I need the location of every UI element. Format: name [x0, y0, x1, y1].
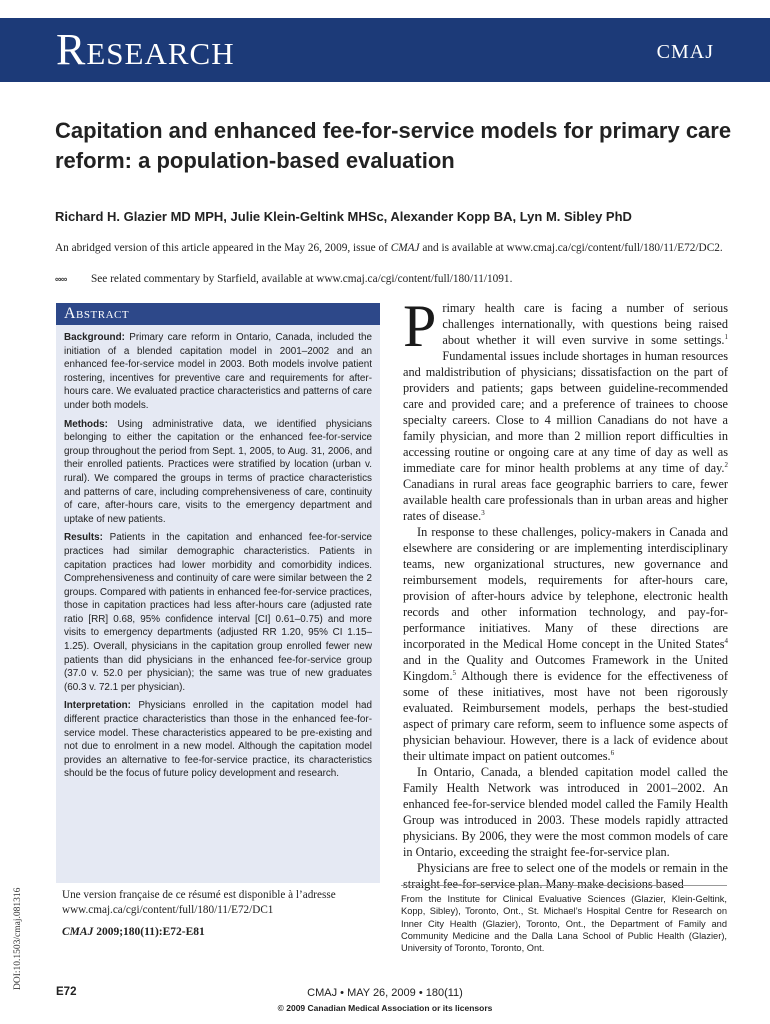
- abstract-background-label: Background:: [64, 332, 125, 343]
- author-list: Richard H. Glazier MD MPH, Julie Klein-Geltink MHSc, Alexander Kopp BA, Lyn M. Sibley PhD: [55, 209, 632, 224]
- citation-ref: 2009;180(11):E72-E81: [93, 926, 205, 938]
- body-text: In response to these challenges, policy-makers in Canada and elsewhere are considering or are implementing interdisciplinary teams, new organizational structures, new governance and reimbursement models, requirements for after-hours care, provision of after-hours advice by telephone, electronic health records and other information technology, and pay-for-performance initiatives. Many of these directions are incorporated in the Medical Home concept in the United States: [403, 525, 728, 651]
- section-title: Research: [56, 25, 235, 74]
- abstract-methods: [64, 418, 372, 527]
- body-text: Physicians are free to select one of the models or remain in the straight fee-for-service plan. Many make decisions based: [403, 861, 728, 891]
- affiliations-divider: [401, 885, 727, 886]
- abstract-results: [64, 531, 372, 694]
- reference-number[interactable]: 2: [724, 460, 728, 469]
- related-commentary-text[interactable]: See related commentary by Starfield, available at www.cmaj.ca/cgi/content/full/180/11/1091.: [91, 273, 513, 285]
- abstract-body: [56, 325, 380, 781]
- abstract-heading: Abstract: [56, 303, 380, 325]
- citation: [62, 926, 205, 938]
- abridged-note: [55, 242, 745, 254]
- abstract-methods-label: Methods:: [64, 418, 108, 430]
- article-title: Capitation and enhanced fee-for-service models for primary care reform: a population-based evaluation: [55, 118, 732, 173]
- body-text: In Ontario, Canada, a blended capitation model called the Family Health Network was introduced in 2001–2002. An enhanced fee-for-service blended model called the Family Health Group was introduced in 2003. These models rapidly attracted physicians. By 2006, they were the most common models of care in Ontario, exceeding the straight fee-for-service plan.: [403, 765, 728, 859]
- abridged-note-before: An abridged version of this article appeared in the May 26, 2009, issue of: [55, 242, 391, 254]
- body-text: Fundamental issues include shortages in human resources and maldistribution of physicians; dissatisfaction on the part of providers and patients; gaps between guideline-recommended care and provided care; and a preference of trainees to choose specialty careers. Close to 4 million Canadians do not have a family physician, and more than 2 million report difficulties in accessing routine or ongoing care at any time of day as well as immediate care for minor health problems at any time of day.: [403, 349, 728, 475]
- section-banner: [0, 18, 770, 82]
- page-number: E72: [56, 986, 77, 998]
- abstract-interpretation-text: Physicians enrolled in the capitation model had different practice characteristics than those in the enhanced fee-for-service model. These characteristics appeared to be pre-existing and not due to enrolment in a new model. Although the capitation model provides an alternative to fee-for-service practice, its characteristics should be the focus of future policy development and research.: [64, 700, 373, 780]
- body-text: and in the Quality and Outcomes Framework in the United Kingdom.: [403, 653, 728, 683]
- article-body: [403, 293, 728, 892]
- abstract-methods-text: Using administrative data, we identified physicians belonging to either the capitation or the enhanced fee-for-service group throughout the period from Sept. 1, 2005, to Aug. 31, 2006, and their enrolled patients. Practices were stratified by location (urban v. rural). We compared the groups in terms of practice characteristics and patterns of care, including comprehensiveness of care, continuity of care, after-hours care, visits to the emergency department and uptake of new patients.: [64, 418, 372, 525]
- french-summary[interactable]: Une version française de ce résumé est disponible à l’adresse www.cmaj.ca/cgi/content/full/180/11/E72/DC1: [62, 889, 336, 916]
- body-paragraph: [403, 860, 728, 892]
- reference-number[interactable]: 4: [724, 636, 728, 645]
- abstract-background: [64, 331, 372, 413]
- body-paragraph: [403, 293, 728, 524]
- journal-logo: CMAJ: [656, 41, 714, 63]
- body-text: Although there is evidence for the effectiveness of some of these initiatives, most have not been rigorously evaluated. Reimbursement models, perhaps the best-studied aspect of primary care reform, seem to influence some aspects of physician behaviour. However, there is a lack of evidence about their ultimate impact on patient outcomes.: [403, 669, 728, 763]
- footer-journal-line: CMAJ • MAY 26, 2009 • 180(11): [307, 987, 463, 999]
- body-text: Canadians in rural areas face geographic barriers to care, fewer available health care professionals than in urban areas and higher rates of disease.: [403, 477, 728, 523]
- abstract-background-text: Primary care reform in Ontario, Canada, included the initiation of a blended capitation model in 2001–2002 and an enhanced fee-for-service model in 2003. Both models involve patient rostering, incentives for preventive care and requirements for after-hours care. We evaluated practice characteristics and patterns of care under both models.: [64, 332, 372, 411]
- body-text: rimary health care is facing a number of serious challenges internationally, with questions being raised about whether it will even survive in some settings.: [442, 301, 728, 347]
- footer-copyright: © 2009 Canadian Medical Association or its licensors: [277, 1003, 493, 1013]
- body-paragraph: [403, 524, 728, 764]
- abridged-note-after: and is available at www.cmaj.ca/cgi/content/full/180/11/E72/DC2.: [419, 242, 723, 254]
- body-paragraphs: [403, 293, 728, 892]
- abstract-box: [56, 303, 380, 883]
- abridged-note-journal: CMAJ: [390, 242, 420, 254]
- link-icon: ∞∞: [55, 274, 67, 284]
- author-affiliations: From the Institute for Clinical Evaluative Sciences (Glazier, Klein-Geltink, Kopp, Sibley), Toronto, Ont., St. Michael’s Hospital Centre for Research on Inner City Health (Glazier), Toronto, Ont., the Department of Family and Community Medicine and the Dalla Lana School of Public Health (Glazier), University of Toronto, Toronto, Ont.: [401, 894, 727, 954]
- abstract-interpretation: [64, 699, 372, 781]
- abstract-results-label: Results:: [64, 532, 103, 544]
- related-commentary[interactable]: [55, 273, 745, 285]
- drop-cap: P: [403, 293, 437, 359]
- citation-journal: CMAJ: [62, 926, 94, 938]
- body-paragraph: [403, 764, 728, 860]
- reference-number[interactable]: 5: [452, 668, 457, 677]
- reference-number[interactable]: 3: [481, 508, 485, 517]
- reference-number[interactable]: 6: [610, 748, 615, 757]
- abstract-interpretation-label: Interpretation:: [64, 700, 131, 712]
- reference-number[interactable]: 1: [724, 332, 728, 341]
- abstract-results-text: Patients in the capitation and enhanced fee-for-service practices had similar demographic characteristics. Patients in capitation practices had lower morbidity and comorbidity indices. Comprehensiveness and continuity of care were similar between the 2 groups. Compared with patients in enhanced fee-for-service practices, those in capitation practices had less after-hours care (adjusted rate ratio [RR] 0.68, 95% confidence interval [CI] 0.61–0.75) and more visits to emergency departments (adjusted RR 1.20, 95% CI 1.15–1.25). Overall, physicians in the capitation group enrolled fewer new patients than did physicians in the enhanced fee-for-service group (37.0 v. 52.0 per physician); the same was true of new graduates (60.3 v. 72.1 per physician).: [64, 532, 372, 693]
- doi-label: DOI:10.1503/cmaj.081316: [13, 887, 23, 990]
